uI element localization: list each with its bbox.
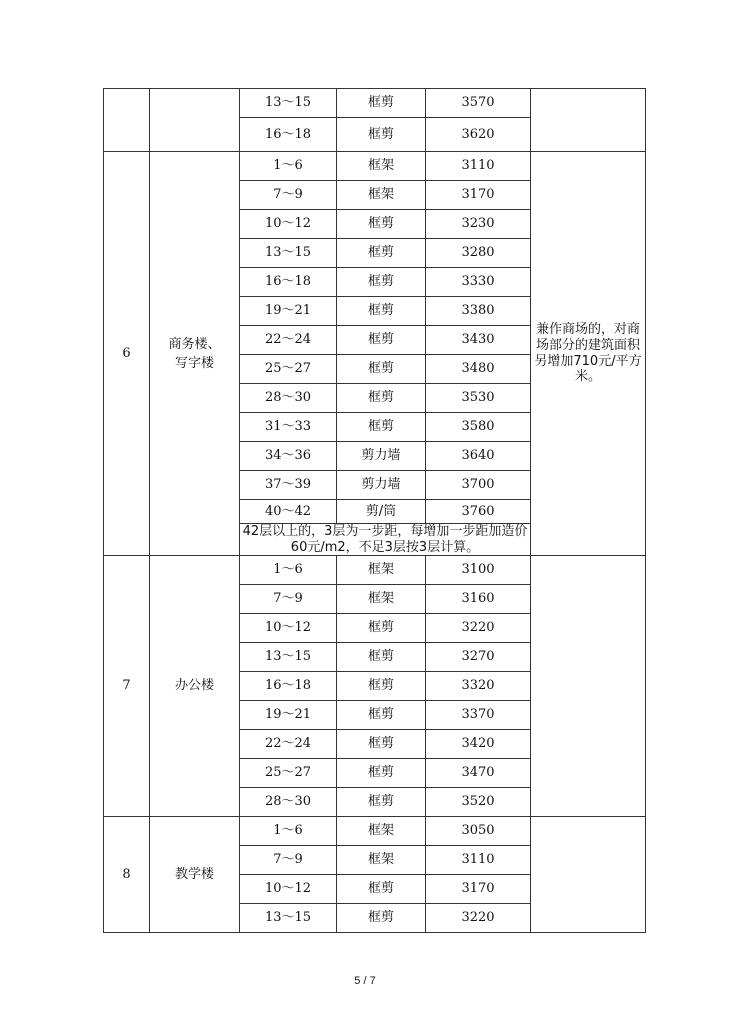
floors-cell: 19～21 bbox=[240, 701, 337, 730]
price-cell: 3220 bbox=[426, 904, 531, 933]
price-cell: 3230 bbox=[426, 210, 531, 239]
structure-cell: 框剪 bbox=[337, 643, 426, 672]
page-number: 5 / 7 bbox=[354, 975, 376, 987]
footnote-cell: 42层以上的，3层为一步距，每增加一步距加造价60元/m2，不足3层按3层计算。 bbox=[240, 524, 531, 556]
floors-cell: 28～30 bbox=[240, 788, 337, 817]
structure-cell: 框剪 bbox=[337, 904, 426, 933]
price-cell: 3380 bbox=[426, 297, 531, 326]
price-cell: 3640 bbox=[426, 442, 531, 471]
note-cell bbox=[531, 817, 646, 933]
structure-cell: 框剪 bbox=[337, 413, 426, 442]
building-type-cell bbox=[150, 152, 240, 556]
floors-cell: 34～36 bbox=[240, 442, 337, 471]
price-cell: 3220 bbox=[426, 614, 531, 643]
floors-cell: 1～6 bbox=[240, 556, 337, 585]
structure-cell: 剪力墙 bbox=[337, 471, 426, 500]
floors-cell: 19～21 bbox=[240, 297, 337, 326]
floors-cell: 22～24 bbox=[240, 730, 337, 759]
price-cell: 3570 bbox=[426, 89, 531, 118]
price-cell: 3270 bbox=[426, 643, 531, 672]
structure-cell: 框剪 bbox=[337, 89, 426, 118]
structure-cell: 框剪 bbox=[337, 384, 426, 413]
structure-cell: 框架 bbox=[337, 556, 426, 585]
structure-cell: 框剪 bbox=[337, 788, 426, 817]
floors-cell: 7～9 bbox=[240, 846, 337, 875]
table-row bbox=[104, 556, 646, 585]
price-cell: 3110 bbox=[426, 152, 531, 181]
price-cell: 3420 bbox=[426, 730, 531, 759]
floors-cell: 37～39 bbox=[240, 471, 337, 500]
structure-cell: 框剪 bbox=[337, 759, 426, 788]
floors-cell: 13～15 bbox=[240, 89, 337, 118]
structure-cell: 框剪 bbox=[337, 730, 426, 759]
building-type-line: 写字楼 bbox=[174, 355, 214, 371]
floors-cell: 7～9 bbox=[240, 181, 337, 210]
table-row bbox=[104, 152, 646, 181]
price-cell: 3470 bbox=[426, 759, 531, 788]
table-row bbox=[104, 89, 646, 118]
building-type-line: 商务楼、 bbox=[168, 336, 221, 352]
price-cell: 3580 bbox=[426, 413, 531, 442]
price-cell: 3170 bbox=[426, 181, 531, 210]
price-cell: 3520 bbox=[426, 788, 531, 817]
price-cell: 3330 bbox=[426, 268, 531, 297]
note-cell bbox=[531, 89, 646, 152]
floors-cell: 25～27 bbox=[240, 355, 337, 384]
row-number-cell: 7 bbox=[104, 556, 150, 817]
floors-cell: 1～6 bbox=[240, 817, 337, 846]
price-cell: 3280 bbox=[426, 239, 531, 268]
floors-cell: 25～27 bbox=[240, 759, 337, 788]
structure-cell: 框剪 bbox=[337, 239, 426, 268]
structure-cell: 剪/筒 bbox=[337, 500, 426, 524]
floors-cell: 10～12 bbox=[240, 210, 337, 239]
floors-cell: 28～30 bbox=[240, 384, 337, 413]
table-row bbox=[104, 817, 646, 846]
structure-cell: 框剪 bbox=[337, 355, 426, 384]
floors-cell: 10～12 bbox=[240, 614, 337, 643]
structure-cell: 框架 bbox=[337, 585, 426, 614]
structure-cell: 剪力墙 bbox=[337, 442, 426, 471]
floors-cell: 40～42 bbox=[240, 500, 337, 524]
price-cell: 3320 bbox=[426, 672, 531, 701]
price-cell: 3170 bbox=[426, 875, 531, 904]
floors-cell: 10～12 bbox=[240, 875, 337, 904]
building-type-cell: 教学楼 bbox=[150, 817, 240, 933]
price-cell: 3050 bbox=[426, 817, 531, 846]
note-cell: 兼作商场的，对商场部分的建筑面积另增加710元/平方米。 bbox=[531, 152, 646, 556]
row-number-cell bbox=[104, 89, 150, 152]
structure-cell: 框剪 bbox=[337, 326, 426, 355]
floors-cell: 13～15 bbox=[240, 904, 337, 933]
building-type-cell: 办公楼 bbox=[150, 556, 240, 817]
structure-cell: 框剪 bbox=[337, 614, 426, 643]
price-cell: 3480 bbox=[426, 355, 531, 384]
row-number-cell: 8 bbox=[104, 817, 150, 933]
structure-cell: 框剪 bbox=[337, 118, 426, 152]
cost-table bbox=[103, 88, 646, 933]
price-cell: 3620 bbox=[426, 118, 531, 152]
structure-cell: 框剪 bbox=[337, 268, 426, 297]
row-number-cell: 6 bbox=[104, 152, 150, 556]
structure-cell: 框架 bbox=[337, 817, 426, 846]
price-cell: 3430 bbox=[426, 326, 531, 355]
building-type-cell bbox=[150, 89, 240, 152]
floors-cell: 22～24 bbox=[240, 326, 337, 355]
price-cell: 3160 bbox=[426, 585, 531, 614]
floors-cell: 7～9 bbox=[240, 585, 337, 614]
price-cell: 3110 bbox=[426, 846, 531, 875]
floors-cell: 31～33 bbox=[240, 413, 337, 442]
price-cell: 3700 bbox=[426, 471, 531, 500]
floors-cell: 1～6 bbox=[240, 152, 337, 181]
price-cell: 3760 bbox=[426, 500, 531, 524]
note-cell bbox=[531, 556, 646, 817]
price-cell: 3530 bbox=[426, 384, 531, 413]
structure-cell: 框剪 bbox=[337, 297, 426, 326]
price-cell: 3370 bbox=[426, 701, 531, 730]
price-cell: 3100 bbox=[426, 556, 531, 585]
structure-cell: 框架 bbox=[337, 181, 426, 210]
floors-cell: 13～15 bbox=[240, 643, 337, 672]
floors-cell: 16～18 bbox=[240, 118, 337, 152]
structure-cell: 框剪 bbox=[337, 701, 426, 730]
structure-cell: 框剪 bbox=[337, 672, 426, 701]
floors-cell: 13～15 bbox=[240, 239, 337, 268]
structure-cell: 框剪 bbox=[337, 875, 426, 904]
floors-cell: 16～18 bbox=[240, 672, 337, 701]
structure-cell: 框剪 bbox=[337, 210, 426, 239]
structure-cell: 框架 bbox=[337, 846, 426, 875]
floors-cell: 16～18 bbox=[240, 268, 337, 297]
structure-cell: 框架 bbox=[337, 152, 426, 181]
